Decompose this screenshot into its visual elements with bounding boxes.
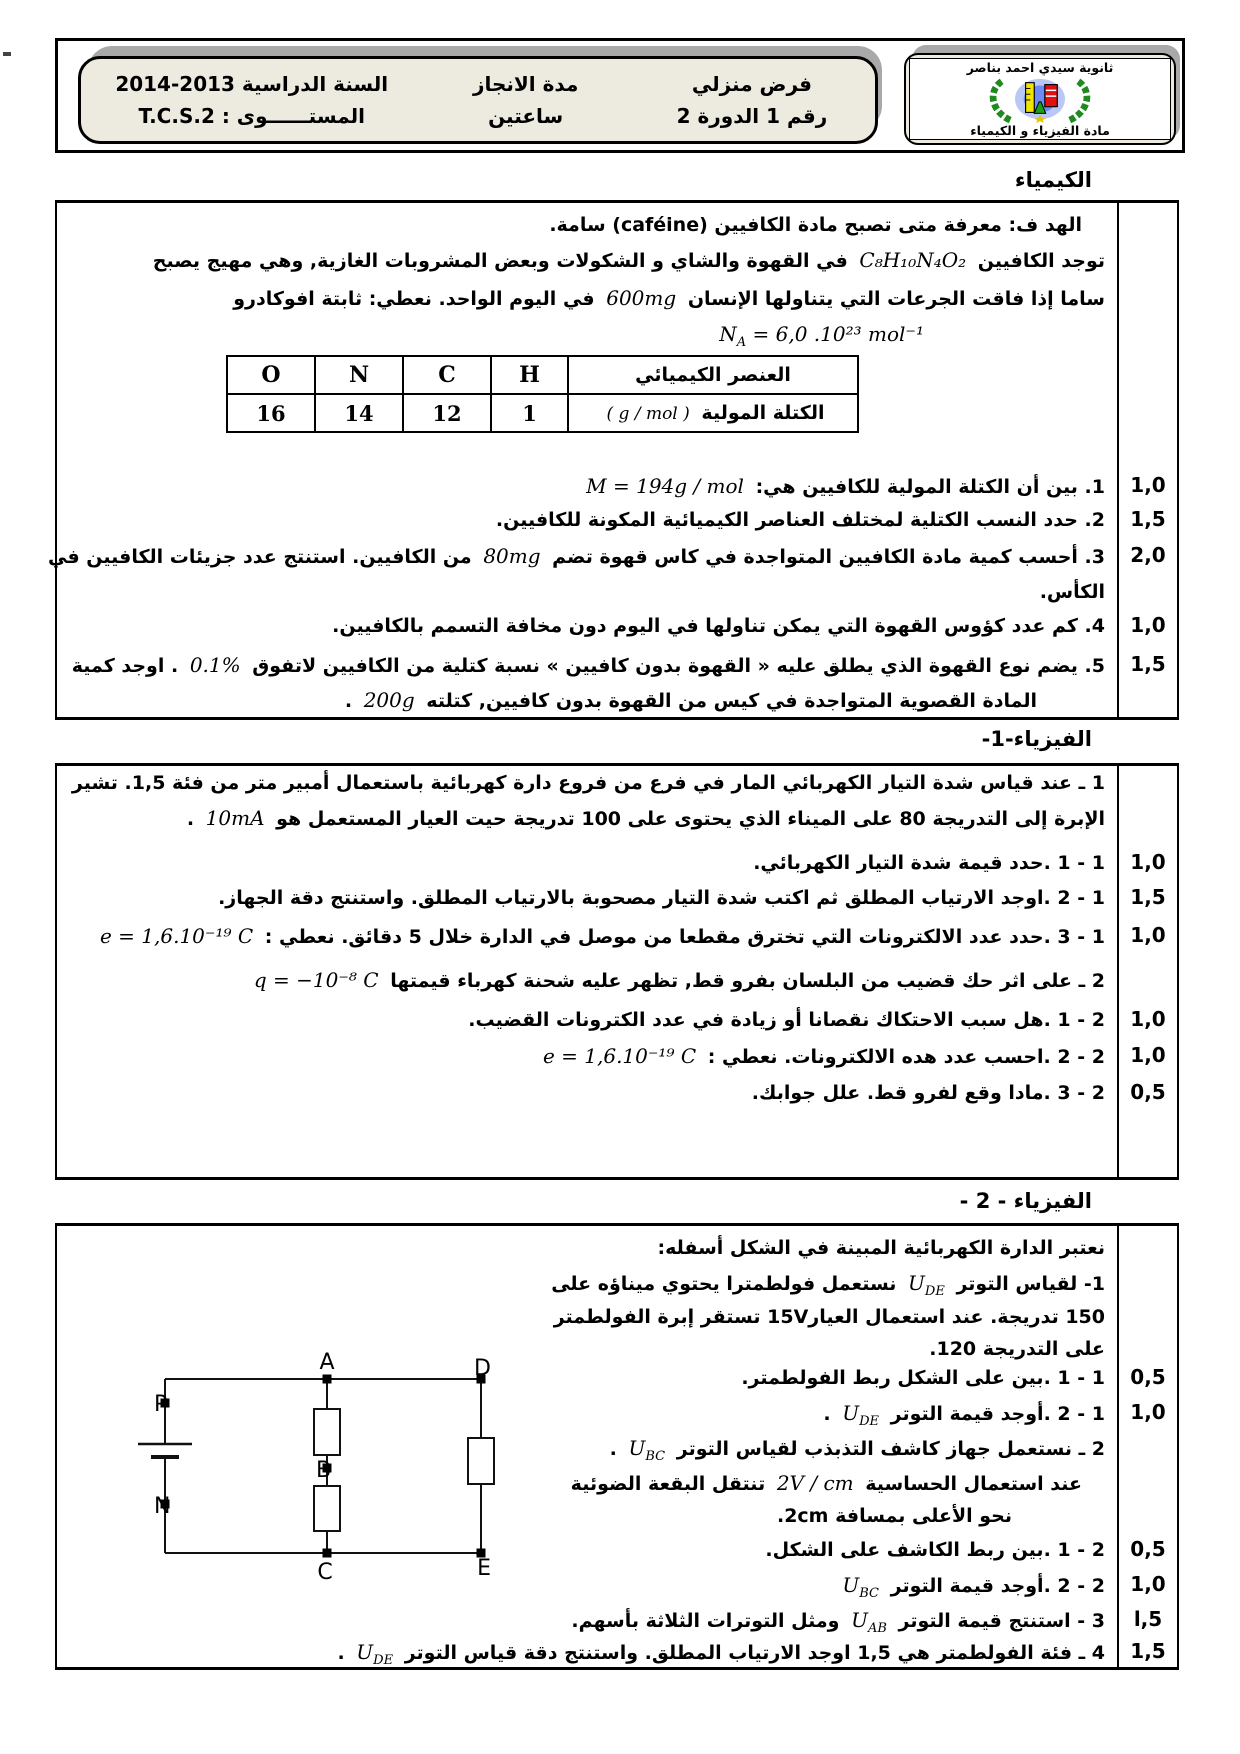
resistor-AB-icon <box>314 1409 340 1455</box>
chem-question-1 <box>69 473 1105 501</box>
chem-question-3-cont: الكأس. <box>1039 581 1105 603</box>
phy1-question-2-2 <box>69 1043 1105 1071</box>
q3-text-a: 3. أحسب كمية مادة الكافيين المتواجدة في كاس قهوة تضم <box>552 546 1105 568</box>
formula-u-de <box>903 1270 950 1297</box>
phy2-question-4 <box>69 1639 1105 1667</box>
subject-name: مادة الفيزياء و الكيمياء <box>970 123 1110 138</box>
mass-H: 1 <box>491 394 568 432</box>
phy1-intro2-dot: . <box>186 808 195 830</box>
sensitivity-value: 2V / cm <box>776 1471 854 1495</box>
resistor-icons <box>314 1409 494 1531</box>
coffee-mass-value: 80mg <box>483 544 541 568</box>
intro3-text-a: ساما إذا فاقت الجرعات التي يتناولها الإنسان <box>687 288 1105 310</box>
mass-label-arabic: الكتلة المولية <box>701 402 825 424</box>
element-C: C <box>403 356 491 394</box>
graduated-cylinder-icon <box>1026 83 1035 113</box>
chemistry-intro-line3 <box>69 285 1105 313</box>
resistor-BC-icon <box>314 1486 340 1531</box>
physics2-marks-column <box>1117 1226 1177 1667</box>
table-header-row <box>227 356 858 394</box>
mass-O: 16 <box>227 394 315 432</box>
section-label-physics2: الفيزياء - 2 - <box>959 1189 1092 1213</box>
exam-number-label: رقم 1 الدورة 2 <box>676 104 828 128</box>
phy2-question-1-2 <box>557 1400 1105 1428</box>
school-logo-inner <box>909 58 1171 140</box>
q13-text: 1 - 3 .حدد عدد الالكترونات التي تخترق مقطعا من موصل في الدارة خلال 5 دقائق. نعطي : <box>264 926 1105 948</box>
formula-u-de <box>351 1639 398 1666</box>
header-element: العنصر الكيميائي <box>568 356 858 394</box>
physics1-box <box>55 763 1179 1180</box>
phy2-question-3 <box>69 1607 1105 1635</box>
u-de-base: U <box>356 1640 374 1664</box>
q3-text-a: 3 - استنتج قيمة التوتر <box>898 1610 1105 1632</box>
phy1-question-1-2: 1 - 2 .اوجد الارتياب المطلق ثم اكتب شدة التيار مصحوبة بالارتياب المطلق. واستنتج دقة الجهاز. <box>218 887 1105 909</box>
chem-question-5 <box>69 652 1105 680</box>
level-label: المستــــــوى : T.C.S.2 <box>138 104 365 128</box>
caffeine-formula: C₈H₁₀N₄O₂ <box>859 248 967 272</box>
range-value: 10mA <box>205 806 265 830</box>
mark-value: 0,5 <box>1130 1537 1166 1561</box>
q1-text: 1. بين أن الكتلة المولية للكافيين هي: <box>755 476 1105 498</box>
phy1-intro-line1: 1 ـ عند قياس شدة التيار الكهربائي المار في فرع من فروع دارة كهربائية باستعمال أمبير متر من فئة 1,5. تشير <box>71 772 1105 794</box>
intro3-text-b: في اليوم الواحد. نعطي: ثابتة افوكادرو <box>233 288 595 310</box>
q4-text: 4 ـ فئة الفولطمتر هي 1,5 اوجد الارتياب المطلق. واستنتج دقة قياس التوتر <box>404 1642 1105 1664</box>
duration-value: ساعتين <box>488 104 564 128</box>
year-level-column <box>81 68 422 132</box>
chem-question-5-cont <box>69 687 1037 715</box>
node-A <box>323 1375 332 1384</box>
l6-text-b: تنتقل البقعة الضوئية <box>570 1473 766 1495</box>
mark-value: 1,5 <box>1130 885 1166 909</box>
table-mass-row <box>227 394 858 432</box>
part2-text: 2 ـ على اثر حك قضيب من البلسان بفرو قط, تظهر عليه شحنة كهرباء قيمتها <box>390 970 1105 992</box>
charge-value-formula: q = −10⁻⁸ C <box>253 968 379 992</box>
chemistry-objective <box>69 212 1082 239</box>
u-ab-sub: AB <box>867 1621 887 1636</box>
avogadro-sub: A <box>736 335 747 350</box>
mark-value: 1,5 <box>1130 507 1166 531</box>
formula-u-de <box>837 1400 884 1427</box>
chemistry-box <box>48 200 1179 720</box>
mark-value: 1,0 <box>1130 473 1166 497</box>
mark-value: 0,5 <box>1130 1365 1166 1389</box>
mass-C: 12 <box>403 394 491 432</box>
phy1-question-1-3 <box>69 923 1105 951</box>
section-label-chemistry: الكيمياء <box>1014 168 1092 192</box>
section-label-physics1: الفيزياء-1- <box>981 727 1092 751</box>
phy2-line4: على التدريجة 120. <box>929 1338 1105 1360</box>
phy2-line7: نحو الأعلى بمسافة 2cm. <box>776 1505 1012 1527</box>
phy2-line3: 150 تدريجة. عند استعمال العيار15V تستقر إبرة الفولطمتر <box>553 1306 1105 1328</box>
chem-question-4: 4. كم عدد كؤوس القهوة التي يمكن تناولها في اليوم دون مخافة التسمم بالكافيين. <box>332 615 1105 637</box>
phy2-question-2-1: 2 - 1 .بين ربط الكاشف على الشكل. <box>765 1539 1105 1561</box>
electron-charge-formula-2: e = 1,6.10⁻¹⁹ C <box>542 1044 697 1068</box>
year-label: السنة الدراسية 2013-2014 <box>115 72 389 96</box>
u-bc-sub: BC <box>645 1449 666 1464</box>
bag-mass-value: 200g <box>363 688 415 712</box>
phy2-line5 <box>557 1435 1105 1463</box>
element-N: N <box>315 356 403 394</box>
phy2-line2 <box>551 1270 1105 1299</box>
header-card <box>78 56 878 144</box>
physics1-marks-column <box>1117 766 1177 1177</box>
duration-column <box>422 68 628 132</box>
formula-u-ab <box>846 1607 892 1634</box>
mark-value: l,5 <box>1133 1607 1163 1631</box>
school-emblem-icon <box>965 75 1115 123</box>
l6-text-a: عند استعمال الحساسية <box>865 1473 1082 1495</box>
q4-dot: . <box>337 1642 345 1664</box>
phy1-question-1-1: 1 - 1 .حدد قيمة شدة التيار الكهربائي. <box>753 852 1105 874</box>
phy2-line6 <box>557 1470 1082 1498</box>
element-O: O <box>227 356 315 394</box>
u-de-sub: DE <box>859 1414 879 1429</box>
phy1-question-2-3: 2 - 3 .مادا وقع لفرو قط. علل جوابك. <box>751 1082 1105 1104</box>
circuit-node-label-c: C <box>317 1560 333 1585</box>
circuit-node-label-a: A <box>319 1350 335 1375</box>
l2-text-b: نستعمل فولطمترا يحتوي ميناؤه على <box>551 1273 897 1295</box>
u-de-sub: DE <box>373 1653 394 1668</box>
mark-value: 0,5 <box>1130 1080 1166 1104</box>
physics2-box <box>55 1223 1179 1670</box>
phy2-question-2-2 <box>557 1572 1105 1600</box>
phy1-question-2-1: 2 - 1 .هل سبب الاحتكاك نقصانا أو زيادة في عدد الكترونات القضيب. <box>468 1009 1105 1031</box>
resistor-DE-icon <box>468 1438 494 1484</box>
circuit-diagram <box>92 1341 542 1603</box>
phy2-intro: نعتبر الدارة الكهربائية المبينة في الشكل أسفله: <box>657 1237 1105 1259</box>
mass-N: 14 <box>315 394 403 432</box>
element-H: H <box>491 356 568 394</box>
u-de-sub: DE <box>924 1284 945 1299</box>
node-C <box>323 1549 332 1558</box>
intro2-text-a: توجد الكافيين <box>977 250 1105 272</box>
u-de-base: U <box>842 1401 860 1425</box>
electron-charge-formula: e = 1,6.10⁻¹⁹ C <box>99 924 254 948</box>
q5-cont-text: المادة القصوية المتواجدة في كيس من القهوة بدون كافيين, كتلته <box>426 690 1037 712</box>
q5-text-b: . اوجد كمية <box>71 655 179 677</box>
l5-text: 2 ـ نستعمل جهاز كاشف التذبذب لقياس التوتر <box>676 1438 1105 1460</box>
circuit-node-label-e: E <box>477 1556 491 1581</box>
formula-u-bc <box>837 1572 884 1599</box>
mass-unit: ( g / mol ) <box>606 404 690 424</box>
mark-value: 1,0 <box>1130 1400 1166 1424</box>
u-bc-sub: BC <box>859 1586 879 1601</box>
q5-text-a: 5. يضم نوع القهوة الذي يطلق عليه « القهوة بدون كافيين » نسبة كتلية من الكافيين لاتفوق <box>252 655 1105 677</box>
circuit-node-label-d: D <box>474 1356 491 1381</box>
q3-text-b: ومثل التوترات الثلاثة بأسهم. <box>571 1610 840 1632</box>
mark-value: 1,0 <box>1130 613 1166 637</box>
q3-text-b: من الكافيين. استنتج عدد جزيئات الكافيين في <box>48 546 472 568</box>
chem-question-3 <box>48 543 1105 571</box>
u-ab-base: U <box>851 1608 868 1632</box>
l2-text-a: 1- لقياس التوتر <box>956 1273 1105 1295</box>
scan-artifact <box>3 52 11 56</box>
avogadro-rest: = 6,0 .10²³ mol⁻¹ <box>752 322 924 346</box>
header-box <box>55 38 1185 153</box>
circuit-node-label-n: N <box>154 1494 171 1519</box>
molar-mass-formula: M = 194g / mol <box>586 474 744 498</box>
laurel-left-icon <box>993 81 1010 120</box>
mark-value: 1,5 <box>1130 652 1166 676</box>
exam-info-column <box>629 68 875 132</box>
phy1-intro-line2 <box>69 805 1105 833</box>
phy1-intro2-text: الإبرة إلى التدريجة 80 على الميناء الذي يحتوى على 100 تدريجة حيت العيار المستعمل هو <box>276 808 1105 830</box>
u-bc-base: U <box>842 1573 860 1597</box>
mark-value: 1,5 <box>1130 1639 1166 1663</box>
mark-value: 2,0 <box>1130 543 1166 567</box>
circuit-node-label-b: B <box>316 1458 332 1483</box>
chem-question-2: 2. حدد النسب الكتلية لمختلف العناصر الكيميائية المكونة للكافيين. <box>495 509 1105 531</box>
phy1-part2-intro <box>69 967 1105 995</box>
q12-dot: . <box>823 1403 831 1425</box>
school-logo <box>904 53 1176 145</box>
u-bc-base: U <box>628 1436 646 1460</box>
mark-value: 1,0 <box>1130 923 1166 947</box>
objective-text: الهد ف: معرفة متى تصبح مادة الكافيين (caféine) سامة. <box>549 214 1082 236</box>
l5-dot: . <box>609 1438 617 1460</box>
mass-row-label <box>568 394 858 432</box>
mark-value: 1,0 <box>1130 1007 1166 1031</box>
chemistry-intro-line2 <box>69 247 1105 275</box>
q22-text: 2 - 2 .أوجد قيمة التوتر <box>890 1575 1105 1597</box>
battery-icon <box>138 1444 192 1457</box>
q12-text: 1 - 2 .أوجد قيمة التوتر <box>890 1403 1105 1425</box>
percent-value: 0.1% <box>189 653 241 677</box>
duration-label: مدة الانجاز <box>472 72 579 96</box>
q22-text: 2 - 2 .احسب عدد هده الالكترونات. نعطي : <box>707 1046 1105 1068</box>
avogadro-math <box>714 321 929 348</box>
avogadro-base: N <box>719 322 737 346</box>
chemistry-marks-column <box>1117 203 1177 717</box>
intro2-text-b: في القهوة والشاي و الشكولات وبعض المشروبات الغازية, وهي مهيج يصبح <box>152 250 848 272</box>
q5-cont-dot: . <box>344 690 353 712</box>
mark-value: 1,0 <box>1130 1043 1166 1067</box>
phy2-question-1-1: 1 - 1 .بين على الشكل ربط الفولطمتر. <box>741 1367 1105 1389</box>
mark-value: 1,0 <box>1130 1572 1166 1596</box>
circuit-node-label-p: P <box>154 1392 168 1417</box>
mark-value: 1,0 <box>1130 850 1166 874</box>
dose-value: 600mg <box>606 286 677 310</box>
avogadro-formula <box>714 321 929 349</box>
molar-mass-table <box>226 355 859 433</box>
u-de-base: U <box>908 1271 925 1295</box>
formula-u-bc <box>624 1435 671 1462</box>
laurel-right-icon <box>1070 81 1087 120</box>
school-name: ثانوية سيدي احمد بناصر <box>966 60 1114 75</box>
exam-type-label: فرض منزلي <box>691 72 812 96</box>
